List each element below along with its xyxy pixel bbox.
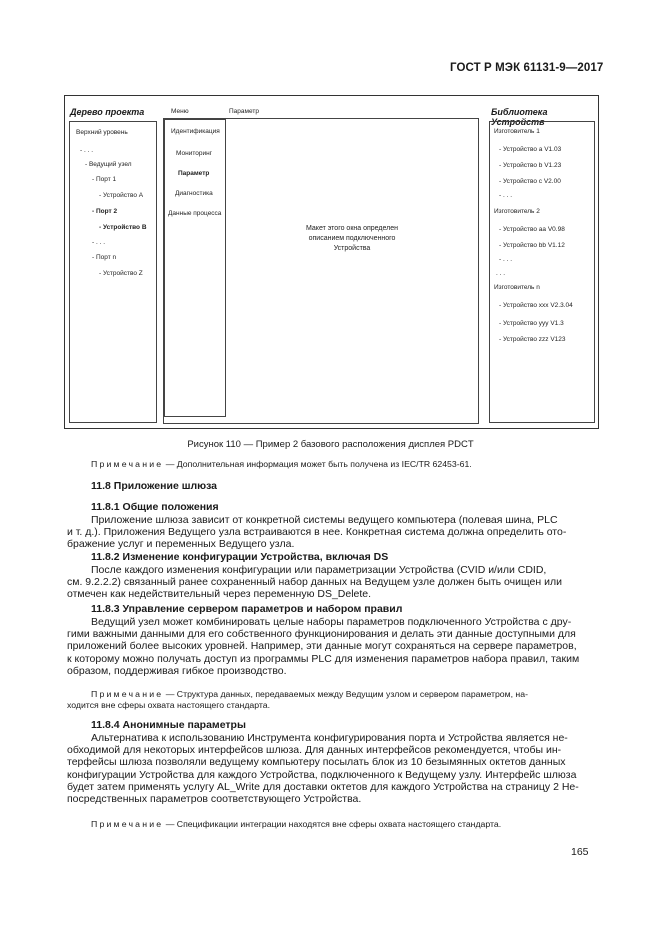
tree-item[interactable]: - Устройство В (99, 224, 147, 231)
tree-title: Дерево проекта (70, 107, 145, 117)
library-item[interactable]: . . . (496, 270, 506, 277)
tree-panel (69, 121, 157, 423)
library-item[interactable]: Изготовитель n (494, 284, 540, 291)
library-item[interactable]: - Устройство c V2.00 (499, 178, 561, 185)
library-item[interactable]: - Устройство yyy V1.3 (499, 320, 564, 327)
library-item[interactable]: - Устройство b V1.23 (499, 162, 562, 169)
menu-item[interactable]: Параметр (178, 170, 210, 177)
tree-item[interactable]: - Устройство Z (99, 270, 143, 277)
menu-item[interactable]: Диагностика (175, 190, 213, 197)
tree-item[interactable]: - Порт 2 (92, 208, 118, 215)
section-heading-11-8-3: 11.8.3 Управление сервером параметров и набором правил (91, 603, 403, 615)
param-window (163, 118, 479, 424)
menu-header: Меню (171, 108, 189, 115)
tree-item[interactable]: - Ведущий узел (85, 161, 132, 168)
note-3: Примечание — Спецификации интеграции находятся вне сферы охвата настоящего стандарта. (91, 819, 502, 829)
section-heading-11-8: 11.8 Приложение шлюза (91, 480, 218, 492)
paragraph-11-8-3: Ведущий узел может комбинировать целые наборы параметров подключенного Устройства с дру- гими важными данными для его собственного функционирования и делать эти данные доступными для приложений более высоких уровней. Например, эти данные могут сохраняться на сервере параметров, к которому можно получать доступ из программы PLC для изменения параметров набора правил, таким образом, поддерживая гибкое производство. (67, 616, 580, 677)
note-1: Примечание — Дополнительная информация может быть получена из IEC/TR 62453-61. (91, 459, 472, 469)
library-item[interactable]: - Устройство bb V1.12 (499, 242, 565, 249)
library-item[interactable]: - . . . (499, 256, 512, 263)
menu-panel (164, 119, 226, 417)
menu-item[interactable]: Данные процесса (168, 210, 222, 217)
figure-caption: Рисунок 110 — Пример 2 базового расположения дисплея PDCT (187, 439, 474, 450)
library-item[interactable]: - Устройство zzz V123 (499, 336, 566, 343)
page-number: 165 (571, 846, 589, 858)
tree-item[interactable]: - Порт 1 (92, 176, 117, 183)
library-item[interactable]: - Устройство xxx V2.3.04 (499, 302, 573, 309)
library-panel (489, 121, 595, 423)
note-2: Примечание — Структура данных, передаваемых между Ведущим узлом и сервером параметром, на- ходится вне сферы охвата настоящего стандарта. (67, 689, 528, 710)
paragraph-11-8-2: После каждого изменения конфигурации или параметризации Устройства (CVID и/или CDID, см. 9.2.2.2) связанный ранее сохраненный набор данных на Ведущем узле должен быть очищен или отмечен как недействительный через переменную DS_Delete. (67, 564, 562, 601)
library-item[interactable]: Изготовитель 2 (494, 208, 540, 215)
section-heading-11-8-2: 11.8.2 Изменение конфигурации Устройства, включая DS (91, 551, 389, 563)
tree-item[interactable]: - . . . (80, 147, 93, 154)
library-item[interactable]: Изготовитель 1 (494, 128, 540, 135)
window-placeholder-text: Макет этого окна определен описанием подключенного Устройства (306, 225, 398, 252)
menu-item[interactable]: Мониторинг (176, 150, 213, 157)
library-item[interactable]: - Устройство aa V0.98 (499, 226, 565, 233)
menu-item[interactable]: Идентификация (171, 128, 220, 135)
paragraph-11-8-1: Приложение шлюза зависит от конкретной системы ведущего компьютера (полевая шина, PLC и т. д.). Приложения Ведущего узла встраиваются в нее. Конкретная система должна определить ото- бражение услуг и переменных Ведущего узла. (67, 514, 567, 551)
tree-item[interactable]: - Устройство А (99, 192, 144, 199)
tree-item[interactable]: - . . . (92, 239, 105, 246)
library-title: Библиотека Устройств (491, 107, 548, 127)
tree-item[interactable]: - Порт n (92, 254, 117, 261)
tree-item[interactable]: Верхний уровень (76, 129, 128, 136)
section-heading-11-8-1: 11.8.1 Общие положения (91, 501, 219, 513)
library-item[interactable]: - Устройство a V1.03 (499, 146, 562, 153)
paragraph-11-8-4: Альтернатива к использованию Инструмента конфигурирования порта и Устройства является не- обходимой для некоторых интерфейсов шлюза. Для данных интерфейсов рекомендуется, чтобы ин- терфейсы шлюза позволяли ведущему компьютеру посылать блок из 10 безымянных октетов данных конфигурации Устройства для каждого Устройства, подключенного к Ведущему узлу. Интерфейс шлюза будет затем применять услугу AL_Write для доставки октетов для каждого Устройства на страницу 2 Не- посредственных параметров соответствующего Устройства. (67, 732, 579, 806)
library-item[interactable]: - . . . (499, 192, 512, 199)
param-header: Параметр (229, 108, 259, 115)
pdct-figure (64, 95, 599, 429)
section-heading-11-8-4: 11.8.4 Анонимные параметры (91, 719, 246, 731)
standard-header: ГОСТ Р МЭК 61131-9—2017 (450, 62, 604, 74)
